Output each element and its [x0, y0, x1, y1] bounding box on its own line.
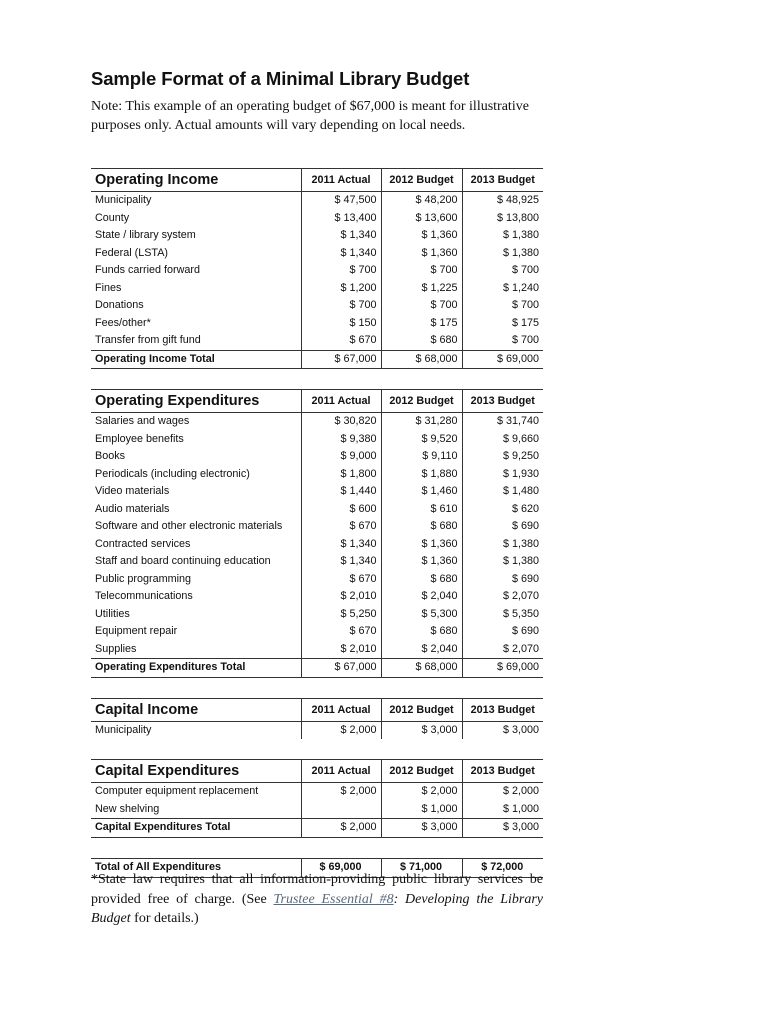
row-value	[301, 801, 381, 819]
row-value: $ 680	[381, 332, 462, 350]
row-value: $ 1,880	[381, 466, 462, 484]
row-value: $ 1,930	[462, 466, 543, 484]
column-header: 2012 Budget	[381, 698, 462, 721]
column-header: 2011 Actual	[301, 698, 381, 721]
row-label: Donations	[95, 299, 144, 311]
row-label: Municipality	[95, 723, 152, 736]
operating-expenditures-row	[91, 553, 543, 571]
column-header: 2013 Budget	[462, 698, 543, 721]
section-spacer	[91, 369, 543, 390]
row-value: $ 175	[462, 315, 543, 333]
row-value: $ 1,360	[381, 536, 462, 554]
row-value: $ 30,820	[301, 413, 381, 431]
footnote-text: *State law requires that all information-providing public library services be provided free of charge. (See	[91, 872, 543, 907]
row-label: Fines	[95, 281, 122, 294]
operating-income-row	[91, 297, 543, 315]
operating-expenditures-row	[91, 518, 543, 536]
operating-expenditures-row	[91, 501, 543, 519]
operating-income-row	[91, 262, 543, 280]
column-header: 2012 Budget	[381, 390, 462, 413]
row-value: $ 680	[381, 623, 462, 641]
row-value: $ 700	[462, 262, 543, 280]
row-value: $ 5,300	[381, 606, 462, 624]
footnote	[91, 870, 543, 929]
row-value: $ 2,040	[381, 641, 462, 659]
row-value: $ 700	[381, 297, 462, 315]
operating-income-heading: Operating Income	[91, 169, 301, 192]
operating-expenditures-row	[91, 571, 543, 589]
total-value: $ 68,000	[381, 659, 462, 678]
row-value: $ 48,925	[462, 192, 543, 210]
column-header: 2011 Actual	[301, 169, 381, 192]
operating-expenditures-row	[91, 588, 543, 606]
operating-income-row	[91, 227, 543, 245]
total-label: Operating Expenditures Total	[91, 659, 301, 678]
budget-table	[91, 168, 543, 878]
row-label: New shelving	[95, 802, 160, 815]
column-header: 2012 Budget	[381, 760, 462, 783]
capital-expenditures-row	[91, 783, 543, 801]
row-value: $ 1,360	[381, 245, 462, 263]
row-value: $ 680	[381, 518, 462, 536]
operating-income-row	[91, 315, 543, 333]
row-value: $ 2,000	[381, 783, 462, 801]
operating-expenditures-row	[91, 431, 543, 449]
row-value: $ 9,000	[301, 448, 381, 466]
operating-expenditures-row	[91, 448, 543, 466]
row-value: $ 31,280	[381, 413, 462, 431]
row-value: $ 670	[301, 623, 381, 641]
row-label: Computer equipment replacement	[95, 785, 259, 797]
capital-expenditures-row	[91, 801, 543, 819]
row-label: Municipality	[95, 194, 152, 206]
row-value: $ 1,200	[301, 280, 381, 298]
operating-income-row	[91, 192, 543, 210]
operating-income-row	[91, 210, 543, 228]
row-value: $ 1,480	[462, 483, 543, 501]
row-value: $ 2,070	[462, 588, 543, 606]
capital-expenditures-heading: Capital Expenditures	[91, 760, 301, 783]
column-header: 2011 Actual	[301, 390, 381, 413]
row-value: $ 690	[462, 518, 543, 536]
capital-income-heading: Capital Income	[91, 698, 301, 721]
row-value: $ 9,660	[462, 431, 543, 449]
row-value: $ 175	[381, 315, 462, 333]
operating-income-total-row	[91, 350, 543, 369]
row-value: $ 5,250	[301, 606, 381, 624]
row-value: $ 1,240	[462, 280, 543, 298]
row-label: Contracted services	[95, 537, 191, 550]
row-value: $ 1,360	[381, 227, 462, 245]
trustee-essential-link[interactable]: Trustee Essential #8	[273, 891, 394, 907]
total-value: $ 67,000	[301, 659, 381, 678]
row-label: Salaries and wages	[95, 415, 190, 427]
total-value: $ 69,000	[462, 350, 543, 369]
operating-income-row	[91, 332, 543, 350]
column-header: 2013 Budget	[462, 390, 543, 413]
row-label: Transfer from gift fund	[95, 334, 201, 346]
spacer-cell	[91, 739, 543, 760]
row-label: Video materials	[95, 485, 170, 497]
capital-income-header-row	[91, 698, 543, 721]
column-header: 2012 Budget	[381, 169, 462, 192]
row-label: Employee benefits	[95, 432, 184, 445]
row-value: $ 2,010	[301, 588, 381, 606]
total-value: $ 67,000	[301, 350, 381, 369]
row-label: Staff and board continuing education	[95, 555, 271, 567]
note-line-1: Note: This example of an operating budget of $67,000 is meant for illustrative	[91, 99, 529, 114]
operating-expenditures-row	[91, 466, 543, 484]
row-label: Equipment repair	[95, 625, 178, 637]
row-value: $ 1,340	[301, 536, 381, 554]
operating-income-row	[91, 245, 543, 263]
page-title: Sample Format of a Minimal Library Budget	[91, 68, 470, 89]
row-value: $ 680	[381, 571, 462, 589]
operating-expenditures-row	[91, 623, 543, 641]
row-label: Utilities	[95, 607, 130, 620]
row-value: $ 1,380	[462, 245, 543, 263]
row-label: Funds carried forward	[95, 264, 201, 276]
section-spacer	[91, 837, 543, 858]
spacer-cell	[91, 677, 543, 698]
operating-expenditures-row	[91, 641, 543, 659]
row-value: $ 670	[301, 571, 381, 589]
row-value: $ 620	[462, 501, 543, 519]
row-value: $ 31,740	[462, 413, 543, 431]
row-value: $ 9,520	[381, 431, 462, 449]
row-value: $ 1,380	[462, 536, 543, 554]
row-label: Periodicals (including electronic)	[95, 467, 250, 480]
budget-table-container	[91, 168, 543, 878]
budget-table-body	[91, 169, 543, 878]
row-label: Fees/other*	[95, 316, 151, 329]
row-value: $ 9,380	[301, 431, 381, 449]
note-line-2: purposes only. Actual amounts will vary depending on local needs.	[91, 118, 466, 133]
row-label: Telecommunications	[95, 590, 193, 602]
total-value: $ 2,000	[301, 819, 381, 838]
row-value: $ 5,350	[462, 606, 543, 624]
total-value: $ 69,000	[462, 659, 543, 678]
section-spacer	[91, 739, 543, 760]
row-value: $ 1,225	[381, 280, 462, 298]
row-value: $ 670	[301, 518, 381, 536]
row-value: $ 1,800	[301, 466, 381, 484]
row-value: $ 600	[301, 501, 381, 519]
row-value: $ 13,800	[462, 210, 543, 228]
row-value: $ 3,000	[462, 721, 543, 739]
row-value: $ 670	[301, 332, 381, 350]
total-label: Capital Expenditures Total	[91, 819, 301, 838]
row-value: $ 1,380	[462, 553, 543, 571]
capital-income-row	[91, 721, 543, 739]
operating-expenditures-header-row	[91, 390, 543, 413]
row-value: $ 2,010	[301, 641, 381, 659]
operating-expenditures-row	[91, 413, 543, 431]
total-value: $ 3,000	[462, 819, 543, 838]
row-value: $ 690	[462, 623, 543, 641]
capital-expenditures-header-row	[91, 760, 543, 783]
total-label: Operating Income Total	[91, 350, 301, 369]
footnote-tail: for details.)	[130, 911, 199, 926]
row-label: Software and other electronic materials	[95, 520, 283, 532]
column-header: 2013 Budget	[462, 169, 543, 192]
operating-income-row	[91, 280, 543, 298]
section-spacer	[91, 677, 543, 698]
row-value: $ 700	[462, 332, 543, 350]
operating-expenditures-row	[91, 483, 543, 501]
row-value: $ 13,400	[301, 210, 381, 228]
row-value: $ 9,250	[462, 448, 543, 466]
row-value: $ 1,440	[301, 483, 381, 501]
row-value: $ 610	[381, 501, 462, 519]
row-value: $ 1,000	[462, 801, 543, 819]
row-label: State / library system	[95, 229, 196, 241]
row-value: $ 9,110	[381, 448, 462, 466]
row-value: $ 700	[301, 297, 381, 315]
note-paragraph	[91, 97, 543, 135]
row-value: $ 2,000	[301, 783, 381, 801]
column-header: 2013 Budget	[462, 760, 543, 783]
row-value: $ 1,360	[381, 553, 462, 571]
grand-total-label: Total of All Expenditures	[91, 858, 301, 877]
row-label: Supplies	[95, 642, 137, 655]
row-value: $ 1,340	[301, 227, 381, 245]
row-value: $ 700	[381, 262, 462, 280]
operating-expenditures-total-row	[91, 659, 543, 678]
row-value: $ 1,460	[381, 483, 462, 501]
row-label: Federal (LSTA)	[95, 246, 168, 259]
operating-income-header-row	[91, 169, 543, 192]
total-value: $ 3,000	[381, 819, 462, 838]
row-value: $ 1,380	[462, 227, 543, 245]
row-value: $ 48,200	[381, 192, 462, 210]
row-value: $ 700	[462, 297, 543, 315]
column-header: 2011 Actual	[301, 760, 381, 783]
row-value: $ 700	[301, 262, 381, 280]
row-value: $ 1,340	[301, 553, 381, 571]
row-value: $ 2,070	[462, 641, 543, 659]
footnote-italic: : Developing the Library Budget	[91, 891, 543, 926]
spacer-cell	[91, 837, 543, 858]
row-value: $ 13,600	[381, 210, 462, 228]
capital-expenditures-total-row	[91, 819, 543, 838]
operating-expenditures-heading: Operating Expenditures	[91, 390, 301, 413]
row-value: $ 3,000	[381, 721, 462, 739]
row-value: $ 1,340	[301, 245, 381, 263]
row-value: $ 2,000	[462, 783, 543, 801]
grand-total-value: $ 72,000	[462, 858, 543, 877]
operating-expenditures-row	[91, 606, 543, 624]
header-block	[91, 68, 543, 135]
row-label: Books	[95, 450, 126, 462]
row-label: Public programming	[95, 572, 192, 585]
row-value: $ 2,040	[381, 588, 462, 606]
row-label: County	[95, 211, 130, 224]
grand-total-value: $ 71,000	[381, 858, 462, 877]
row-label: Audio materials	[95, 502, 170, 515]
grand-total-value: $ 69,000	[301, 858, 381, 877]
row-value: $ 690	[462, 571, 543, 589]
row-value: $ 150	[301, 315, 381, 333]
row-value: $ 47,500	[301, 192, 381, 210]
row-value: $ 1,000	[381, 801, 462, 819]
operating-expenditures-row	[91, 536, 543, 554]
total-value: $ 68,000	[381, 350, 462, 369]
row-value: $ 2,000	[301, 721, 381, 739]
spacer-cell	[91, 369, 543, 390]
